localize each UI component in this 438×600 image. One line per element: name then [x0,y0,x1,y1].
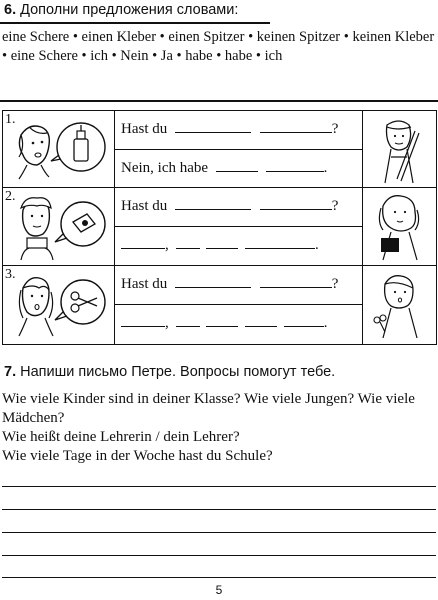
answer-blank[interactable] [216,158,258,172]
row-1-question-prefix: Hast du [121,121,168,137]
answer-blank[interactable] [176,313,200,327]
writing-line[interactable] [2,486,436,487]
boy-with-sharpener-icon [7,194,111,264]
row-1-boy-picture-cell [363,111,437,188]
question-line-2: Wie heißt deine Lehrerin / dein Lehrer? [2,429,240,445]
task-7-heading [4,364,335,380]
answer-blank[interactable] [206,235,238,249]
girl-with-scissors-icon [7,272,111,342]
row-3-label: 3. [5,267,16,282]
boy-with-ruler-icon [367,117,433,187]
page-number: 5 [215,583,223,597]
writing-line[interactable] [2,509,436,510]
row-2-girl-picture-cell [363,188,437,266]
question-mark: ? [331,121,339,137]
answer-blank[interactable] [260,119,332,133]
answer-blank[interactable] [206,313,238,327]
row-2-question-prefix: Hast du [121,198,168,214]
row-3-answer-line [121,313,328,332]
task-7-questions [2,390,438,466]
row-1-question-line [121,119,338,138]
row-2-question-line [121,196,338,215]
task-6-heading [4,2,238,18]
answer-blank[interactable] [176,235,200,249]
row-3-picture-cell [3,266,115,345]
row-1-label: 1. [5,112,16,127]
row-2-answer-cell [115,227,363,266]
comma-mark: , [165,315,169,331]
period-mark: . [323,160,328,176]
row-1-question-cell [115,111,363,150]
answer-blank[interactable] [245,313,277,327]
row-2-label: 2. [5,189,16,204]
question-line-1: Wie viele Kinder sind in deiner Klasse? Wie viele Jungen? Wie viele Mädchen? [2,391,415,426]
row-1-answer-cell [115,150,363,188]
period-mark: . [315,237,319,253]
answer-blank[interactable] [245,235,315,249]
row-1-picture-cell [3,111,115,188]
answer-blank[interactable] [260,196,332,210]
exercise-table [2,110,437,345]
answer-blank[interactable] [175,274,251,288]
writing-line[interactable] [2,532,436,533]
answer-blank[interactable] [121,313,165,327]
answer-blank[interactable] [260,274,332,288]
row-1-answer-line [121,158,327,177]
writing-line[interactable] [2,577,436,578]
row-3-question-cell [115,266,363,305]
comma-mark: , [165,237,169,253]
heading-underline [0,22,270,24]
row-2-answer-line [121,235,319,254]
answer-blank[interactable] [175,196,251,210]
answer-blank[interactable] [266,158,324,172]
task-7-title: Напиши письмо Петре. Вопросы помогут тебе. [20,364,336,380]
task-6-title: Дополни предложения словами: [20,2,239,18]
question-mark: ? [331,198,339,214]
row-3-answer-cell [115,305,363,345]
row-1-answer-prefix: Nein, ich habe [121,160,209,176]
question-line-3: Wie viele Tage in der Woche hast du Schule? [2,448,273,464]
girl-with-glue-icon [7,117,111,187]
answer-blank[interactable] [121,235,165,249]
task-7-number: 7. [4,364,17,380]
word-bank-divider [0,100,438,102]
girl-with-book-icon [367,194,433,264]
row-3-question-prefix: Hast du [121,276,168,292]
writing-line[interactable] [2,555,436,556]
period-mark: . [323,315,328,331]
row-2-question-cell [115,188,363,227]
row-3-question-line [121,274,338,293]
answer-blank[interactable] [284,313,324,327]
word-bank: eine Schere • einen Kleber • einen Spitzer • keinen Spitzer • keinen Kleber • eine Schere • ich • Nein • Ja • habe • habe • ich [2,29,435,64]
question-mark: ? [331,276,339,292]
girl-with-flower-icon [367,272,433,342]
task-6-number: 6. [4,2,17,18]
row-2-picture-cell [3,188,115,266]
answer-blank[interactable] [175,119,251,133]
row-3-girl-picture-cell [363,266,437,345]
